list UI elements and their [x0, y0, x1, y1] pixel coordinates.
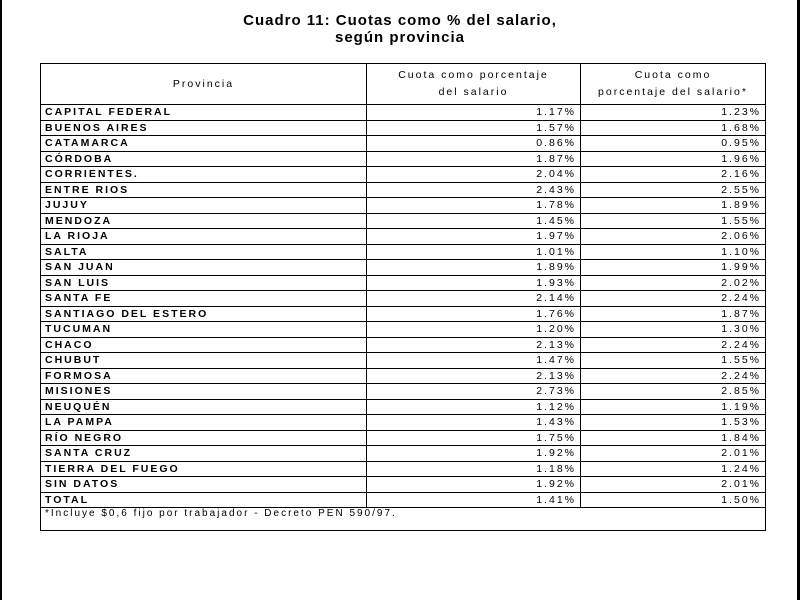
cell-cuota-salario: 1.01%	[367, 244, 581, 260]
cell-cuota-salario: 2.04%	[367, 167, 581, 183]
cell-cuota-salario: 1.92%	[367, 446, 581, 462]
header-cuota-salario-line2: del salario	[438, 86, 509, 98]
table-header-row	[41, 64, 766, 105]
cell-cuota-salario: 1.76%	[367, 306, 581, 322]
cell-provincia: FORMOSA	[41, 368, 367, 384]
title-line-2: según provincia	[334, 29, 466, 46]
table-row	[41, 198, 766, 214]
table-row	[41, 306, 766, 322]
page-title	[0, 12, 800, 46]
cell-cuota-salario: 1.20%	[367, 322, 581, 338]
header-cuota-salario-fijo	[581, 64, 766, 105]
cell-cuota-salario: 2.73%	[367, 384, 581, 400]
cell-provincia: SIN DATOS	[41, 477, 367, 493]
table-row	[41, 275, 766, 291]
cell-provincia: TUCUMAN	[41, 322, 367, 338]
cell-cuota-salario-fijo: 2.24%	[581, 368, 766, 384]
header-cuota-salario-fijo-line2: porcentaje del salario*	[598, 86, 748, 98]
cell-cuota-salario-fijo: 1.55%	[581, 353, 766, 369]
header-cuota-salario-line1: Cuota como porcentaje	[398, 69, 549, 81]
cell-provincia: SANTIAGO DEL ESTERO	[41, 306, 367, 322]
cell-cuota-salario-fijo: 1.19%	[581, 399, 766, 415]
cell-cuota-salario-fijo: 1.30%	[581, 322, 766, 338]
footnote-row	[41, 508, 766, 531]
cell-cuota-salario-fijo: 1.84%	[581, 430, 766, 446]
cell-provincia: LA PAMPA	[41, 415, 367, 431]
header-provincia-label: Provincia	[172, 77, 235, 90]
cell-provincia: CORRIENTES.	[41, 167, 367, 183]
cell-cuota-salario-fijo: 1.87%	[581, 306, 766, 322]
cell-cuota-salario: 1.89%	[367, 260, 581, 276]
cell-cuota-salario: 1.12%	[367, 399, 581, 415]
cell-cuota-salario-fijo: 2.24%	[581, 337, 766, 353]
cell-cuota-salario-fijo: 1.10%	[581, 244, 766, 260]
cell-provincia: CAPITAL FEDERAL	[41, 105, 367, 121]
cell-cuota-salario: 1.17%	[367, 105, 581, 121]
cell-cuota-salario-fijo: 2.55%	[581, 182, 766, 198]
table-row	[41, 167, 766, 183]
cell-cuota-salario-fijo: 1.96%	[581, 151, 766, 167]
table-row	[41, 322, 766, 338]
cell-provincia: SALTA	[41, 244, 367, 260]
table-row	[41, 120, 766, 136]
cell-provincia: SAN LUIS	[41, 275, 367, 291]
cell-provincia: LA RIOJA	[41, 229, 367, 245]
table-row	[41, 430, 766, 446]
cell-cuota-salario-fijo: 1.55%	[581, 213, 766, 229]
header-provincia	[41, 64, 367, 105]
cell-cuota-salario-fijo: 2.06%	[581, 229, 766, 245]
cell-provincia: JUJUY	[41, 198, 367, 214]
cell-cuota-salario: 1.75%	[367, 430, 581, 446]
table-row	[41, 105, 766, 121]
table-row	[41, 182, 766, 198]
cell-cuota-salario: 2.14%	[367, 291, 581, 307]
cell-provincia: CHACO	[41, 337, 367, 353]
table-row	[41, 399, 766, 415]
table-row	[41, 461, 766, 477]
frame-left-border	[0, 0, 2, 600]
cell-cuota-salario-fijo: 2.16%	[581, 167, 766, 183]
table-row	[41, 260, 766, 276]
table-row	[41, 151, 766, 167]
cell-cuota-salario-fijo: 2.24%	[581, 291, 766, 307]
cell-cuota-salario-fijo: 2.01%	[581, 477, 766, 493]
cell-cuota-salario-fijo: 1.50%	[581, 492, 766, 508]
table-row	[41, 492, 766, 508]
cell-provincia: RÍO NEGRO	[41, 430, 367, 446]
footnote: *Incluye $0,6 fijo por trabajador - Decreto PEN 590/97.	[41, 508, 766, 531]
cell-provincia: CHUBUT	[41, 353, 367, 369]
cell-cuota-salario: 2.43%	[367, 182, 581, 198]
table-body	[41, 105, 766, 508]
cell-provincia: TOTAL	[41, 492, 367, 508]
cell-cuota-salario-fijo: 1.53%	[581, 415, 766, 431]
table-row	[41, 213, 766, 229]
cell-cuota-salario-fijo: 2.01%	[581, 446, 766, 462]
cell-cuota-salario: 1.47%	[367, 353, 581, 369]
cell-cuota-salario: 1.45%	[367, 213, 581, 229]
cell-provincia: MISIONES	[41, 384, 367, 400]
table-row	[41, 291, 766, 307]
table-row	[41, 244, 766, 260]
table-row	[41, 229, 766, 245]
cell-provincia: CATAMARCA	[41, 136, 367, 152]
quota-table	[40, 63, 766, 531]
cell-provincia: SANTA FE	[41, 291, 367, 307]
cell-provincia: BUENOS AIRES	[41, 120, 367, 136]
cell-provincia: ENTRE RIOS	[41, 182, 367, 198]
cell-cuota-salario: 1.18%	[367, 461, 581, 477]
header-cuota-salario	[367, 64, 581, 105]
cell-cuota-salario: 1.92%	[367, 477, 581, 493]
cell-cuota-salario-fijo: 2.02%	[581, 275, 766, 291]
header-cuota-salario-fijo-line1: Cuota como	[634, 69, 712, 81]
table-row	[41, 368, 766, 384]
cell-cuota-salario: 1.78%	[367, 198, 581, 214]
table-row	[41, 384, 766, 400]
cell-cuota-salario-fijo: 1.99%	[581, 260, 766, 276]
cell-cuota-salario: 1.97%	[367, 229, 581, 245]
cell-cuota-salario-fijo: 2.85%	[581, 384, 766, 400]
cell-provincia: TIERRA DEL FUEGO	[41, 461, 367, 477]
table-row	[41, 415, 766, 431]
table-row	[41, 353, 766, 369]
cell-provincia: SANTA CRUZ	[41, 446, 367, 462]
cell-provincia: SAN JUAN	[41, 260, 367, 276]
cell-cuota-salario: 1.93%	[367, 275, 581, 291]
cell-provincia: MENDOZA	[41, 213, 367, 229]
cell-cuota-salario-fijo: 1.68%	[581, 120, 766, 136]
cell-cuota-salario-fijo: 1.23%	[581, 105, 766, 121]
title-line-1: Cuadro 11: Cuotas como % del salario,	[243, 12, 557, 29]
cell-provincia: NEUQUÉN	[41, 399, 367, 415]
cell-cuota-salario: 1.57%	[367, 120, 581, 136]
cell-cuota-salario-fijo: 1.24%	[581, 461, 766, 477]
cell-cuota-salario: 2.13%	[367, 337, 581, 353]
cell-cuota-salario: 2.13%	[367, 368, 581, 384]
cell-cuota-salario-fijo: 0.95%	[581, 136, 766, 152]
cell-cuota-salario-fijo: 1.89%	[581, 198, 766, 214]
cell-cuota-salario: 0.86%	[367, 136, 581, 152]
table-row	[41, 446, 766, 462]
table-row	[41, 477, 766, 493]
table-row	[41, 136, 766, 152]
cell-cuota-salario: 1.87%	[367, 151, 581, 167]
table-row	[41, 337, 766, 353]
cell-provincia: CÓRDOBA	[41, 151, 367, 167]
cell-cuota-salario: 1.41%	[367, 492, 581, 508]
cell-cuota-salario: 1.43%	[367, 415, 581, 431]
